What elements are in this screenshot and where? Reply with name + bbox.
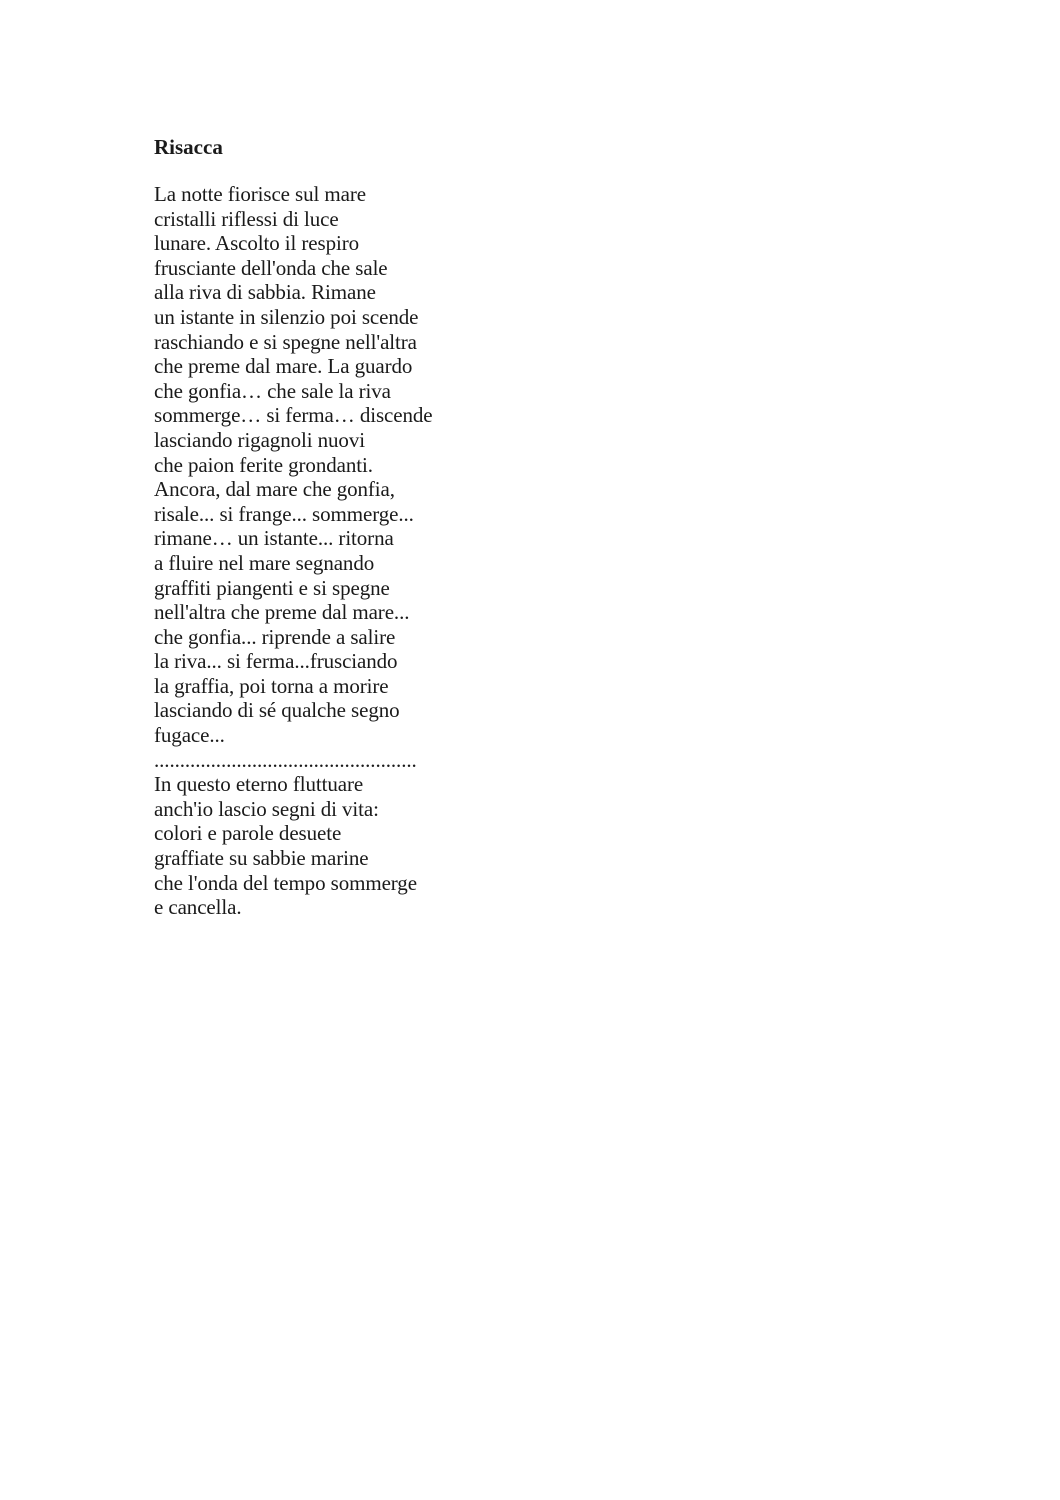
poem-line: frusciante dell'onda che sale [154, 255, 388, 280]
poem-line: graffiate su sabbie marine [154, 846, 369, 871]
poem-line: lasciando di sé qualche segno [154, 698, 400, 723]
poem-line: e cancella. [154, 895, 242, 920]
poem-line: nell'altra che preme dal mare... [154, 600, 410, 625]
poem-line: lunare. Ascolto il respiro [154, 231, 360, 256]
poem-line: Ancora, dal mare che gonfia, [154, 477, 395, 502]
poem-line: che gonfia... riprende a salire [154, 624, 396, 649]
poem-line: che gonfia… che sale la riva [154, 378, 391, 403]
poem-line: la graffia, poi torna a morire [154, 673, 389, 698]
poem-line: risale... si frange... sommerge... [154, 501, 414, 526]
poem-line: La notte fiorisce sul mare [154, 182, 366, 206]
poem-line: la riva... si ferma...frusciando [154, 649, 398, 674]
poem-line: un istante in silenzio poi scende [154, 304, 419, 329]
poem-title: Risacca [154, 135, 223, 159]
poem-line: cristalli riflessi di luce [154, 206, 339, 231]
poem-line: lasciando rigagnoli nuovi [154, 427, 365, 452]
poem-line: rimane… un istante... ritorna [154, 526, 394, 551]
poem-line: che l'onda del tempo sommerge [154, 870, 417, 895]
poem-line: colori e parole desuete [154, 821, 342, 846]
poem-line: In questo eterno fluttuare [154, 772, 364, 797]
poem-line: che paion ferite grondanti. [154, 452, 373, 477]
poem-line: a fluire nel mare segnando [154, 550, 375, 575]
poem-line: anch'io lascio segni di vita: [154, 796, 379, 821]
poem-lines [154, 182, 433, 920]
poem [154, 134, 433, 920]
poem-line: raschiando e si spegne nell'altra [154, 329, 417, 354]
poem-line: sommerge… si ferma… discende [154, 403, 433, 428]
poem-line: che preme dal mare. La guardo [154, 354, 413, 379]
poem-line: ................................................... [154, 747, 417, 772]
poem-line: graffiti piangenti e si spegne [154, 575, 390, 600]
poem-line: fugace... [154, 723, 225, 748]
poem-line: alla riva di sabbia. Rimane [154, 280, 376, 305]
